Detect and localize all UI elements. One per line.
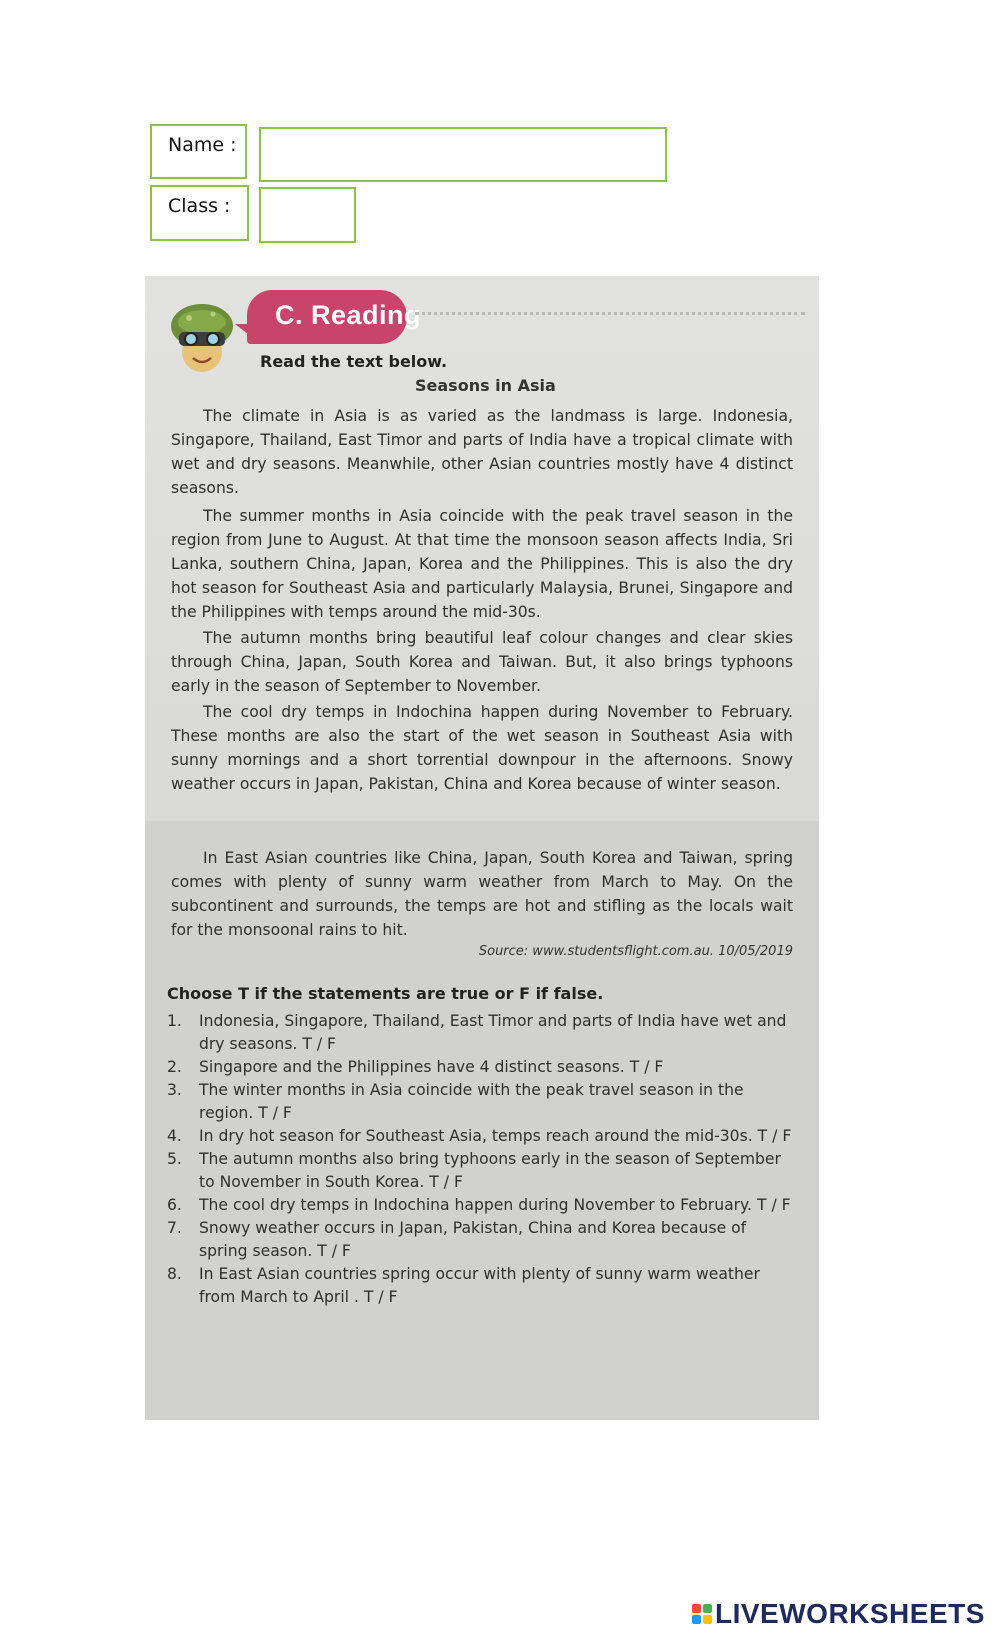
question-text: The winter months in Asia coincide with the peak travel season in the region. T / F bbox=[199, 1081, 744, 1122]
question-text: In East Asian countries spring occur with plenty of sunny warm weather from March to April . T / F bbox=[199, 1265, 760, 1306]
question-item bbox=[167, 1125, 797, 1148]
questions-heading: Choose T if the statements are true or F if false. bbox=[167, 984, 604, 1003]
question-text: The cool dry temps in Indochina happen during November to February. T / F bbox=[199, 1196, 791, 1214]
mascot-icon bbox=[169, 296, 235, 376]
class-label: Class : bbox=[150, 185, 249, 241]
question-number: 6. bbox=[167, 1196, 182, 1214]
question-number: 8. bbox=[167, 1265, 182, 1283]
question-list bbox=[167, 1010, 797, 1309]
question-text: Indonesia, Singapore, Thailand, East Timor and parts of India have wet and dry seasons. T / F bbox=[199, 1012, 787, 1053]
logo-square bbox=[703, 1615, 712, 1624]
question-text: Singapore and the Philippines have 4 distinct seasons. T / F bbox=[199, 1058, 664, 1076]
question-item bbox=[167, 1194, 797, 1217]
question-number: 2. bbox=[167, 1058, 182, 1076]
source-citation: Source: www.studentsflight.com.au. 10/05/2019 bbox=[478, 944, 793, 959]
question-number: 5. bbox=[167, 1150, 182, 1168]
question-text: The autumn months also bring typhoons early in the season of September to November in South Korea. T / F bbox=[199, 1150, 781, 1191]
question-number: 4. bbox=[167, 1127, 182, 1145]
question-item bbox=[167, 1079, 797, 1125]
question-item bbox=[167, 1217, 797, 1263]
paragraph-winter: The cool dry temps in Indochina happen during November to February. These months are also the start of the wet season in Southeast Asia with sunny mornings and a short torrential downpour in the afternoons. Snowy weather occurs in Japan, Pakistan, China and Korea because of winter season. bbox=[171, 703, 793, 793]
question-item bbox=[167, 1148, 797, 1194]
class-input[interactable] bbox=[259, 187, 356, 243]
logo-wordmark: LIVEWORKSHEETS bbox=[715, 1598, 985, 1629]
logo-mark-icon bbox=[692, 1604, 712, 1624]
logo-square bbox=[692, 1615, 701, 1624]
question-number: 1. bbox=[167, 1012, 182, 1030]
question-number: 7. bbox=[167, 1219, 182, 1237]
logo-square bbox=[692, 1604, 701, 1613]
logo-square bbox=[703, 1604, 712, 1613]
reading-instruction: Read the text below. bbox=[260, 352, 448, 371]
question-item bbox=[167, 1010, 797, 1056]
section-banner-label: C. Reading bbox=[275, 300, 422, 330]
question-item bbox=[167, 1056, 797, 1079]
name-input[interactable] bbox=[259, 127, 667, 182]
text-title: Seasons in Asia bbox=[415, 376, 556, 395]
liveworksheets-logo[interactable] bbox=[692, 1598, 985, 1630]
name-label: Name : bbox=[150, 124, 247, 179]
question-text: In dry hot season for Southeast Asia, temps reach around the mid-30s. T / F bbox=[199, 1127, 792, 1145]
question-text: Snowy weather occurs in Japan, Pakistan, China and Korea because of spring season. T / F bbox=[199, 1219, 747, 1260]
paragraph-climate: The climate in Asia is as varied as the landmass is large. Indonesia, Singapore, Thailand, East Timor and parts of India have a tropical climate with wet and dry seasons. Meanwhile, other Asian countries mostly have 4 distinct seasons. bbox=[171, 407, 793, 497]
paragraph-spring: In East Asian countries like China, Japan, South Korea and Taiwan, spring comes with plenty of sunny warm weather from March to May. On the subcontinent and surrounds, the temps are hot and stifling as the locals wait for the monsoonal rains to hit. bbox=[171, 849, 793, 939]
question-item bbox=[167, 1263, 797, 1309]
paragraph-summer: The summer months in Asia coincide with the peak travel season in the region from June to August. At that time the monsoon season affects India, Sri Lanka, southern China, Japan, Korea and the Philippines. This is also the dry hot season for Southeast Asia and particularly Malaysia, Brunei, Singapore and the Philippines with temps around the mid-30s. bbox=[171, 507, 793, 621]
worksheet-page bbox=[145, 276, 819, 1420]
question-number: 3. bbox=[167, 1081, 182, 1099]
paragraph-autumn: The autumn months bring beautiful leaf colour changes and clear skies through China, Japan, South Korea and Taiwan. But, it also brings typhoons early in the season of September to November. bbox=[171, 629, 793, 695]
banner-dotted-rule bbox=[415, 312, 805, 315]
